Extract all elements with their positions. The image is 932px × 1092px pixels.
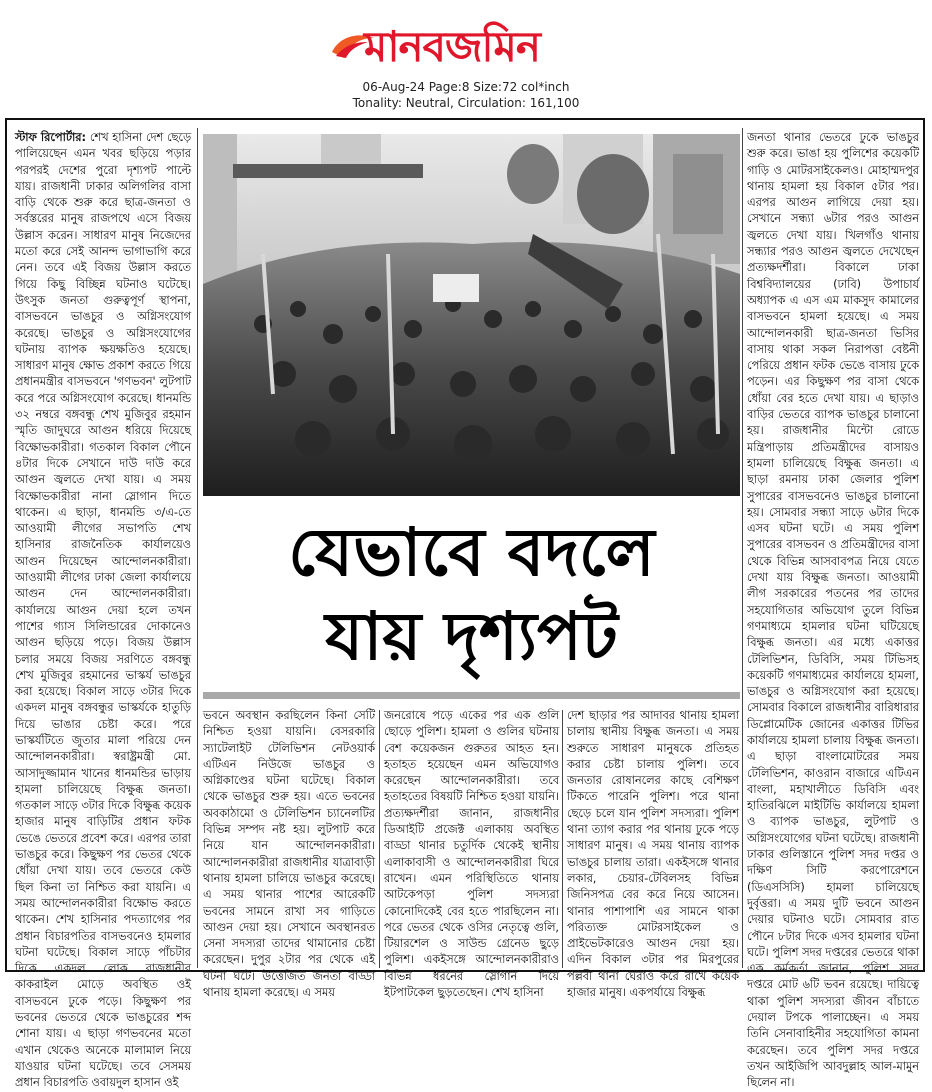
byline: স্টাফ রিপোর্টার: xyxy=(15,131,87,144)
clipping-meta-line1: 06-Aug-24 Page:8 Size:72 col*inch xyxy=(362,80,570,94)
column-divider xyxy=(562,710,563,968)
crowd-photo-icon xyxy=(203,134,740,496)
clipping-meta-line2: Tonality: Neutral, Circulation: 161,100 xyxy=(352,96,580,110)
article-column-bottom-2: জনরোষে পড়ে একের পর এক গুলি ছোড়ে পুলিশ। হামলা ও গুলির ঘটনায় বেশ কয়েকজন গুরুতর আহত হন। হতাহত হয়েছেন এমন অভিযোগও করেছেন আন্দোলনকারীরা। তবে হতাহতের বিষয়টি নিশ্চিত হওয়া যায়নি। প্রত্যক্ষদর্শীরা জানান, রাজধানীর ডিআইটি প্রজেক্ট এলাকায় অবস্থিত বাড্ডা থানার চতুর্দিক থেকেই স্থানীয় এলাকাবাসী ও আন্দোলনকারীরা ঘিরে রাখেন। এমন পরিস্থিতিতে থানায় আটকেপড়া পুলিশ সদস্যরা কোনোদিকেই বের হতে পারছিলেন না। পরে ভেতর থেকে ওসির নেতৃত্বে গুলি, টিয়ারশেল ও সাউন্ড গ্রেনেড ছুড়ে পুলিশ। একইসঙ্গে আন্দোলনকারীরাও বিভিন্ন ধরনের স্লোগান দিয়ে ইটপাটকেল ছুড়তেছেন। শেখ হাসিনা xyxy=(384,709,559,1000)
masthead xyxy=(0,0,932,118)
column-divider xyxy=(742,128,743,968)
newspaper-logo xyxy=(330,10,610,72)
article-column-left xyxy=(15,130,192,1090)
headline-rule xyxy=(203,692,740,699)
logo-text: মানবজমিন xyxy=(364,22,540,71)
headline-line-1: যেভাবে বদলে xyxy=(288,514,655,591)
article-column-right: জনতা থানার ভেতরে ঢুকে ভাঙচুর শুরু করে। ভাঙা হয় পুলিশের কয়েকটি গাড়ি ও মোটরসাইকেলও। মোহাম্মদপুর থানায় হামলা হয় বিকাল ৫টার পর। এরপর আগুন লাগিয়ে দেয়া হয়। সেখানে সন্ধ্যা ৬টার পরও আগুন জ্বলতে দেখা যায়। খিলগাঁও থানায় সন্ধ্যার পরও আগুন জ্বলতে দেখেছেন প্রত্যক্ষদর্শীরা। বিকালে ঢাকা বিশ্ববিদ্যালয়ের (ঢাবি) উপাচার্য অধ্যাপক এ এস এম মাকসুদ কামালের বাসভবনে হামলা হয়েছে। এ সময় আন্দোলনকারী ছাত্র-জনতা ভিসির বাসায় থাকা সকল নিরাপত্তা বেষ্টনী পেরিয়ে প্রধান ফটক ভেঙে বাসায় ঢুকে পড়েন। এর কিছুক্ষণ পর বাসা থেকে ধোঁয়া বের হতে দেখা যায়। এ ছাড়াও বাড়ির ভেতরে ব্যাপক ভাঙচুর চালানো হয়। রাজধানীর মিন্টো রোডে মন্ত্রিপাড়ায় প্রতিমন্ত্রীদের বাসায়ও হামলা চালিয়েছে বিক্ষুব্ধ জনতা। এ ছাড়া রমনায় ঢাকা জেলার পুলিশ সুপারের বাসভবনেও ভাঙচুর চালানো হয়। সোমবার সন্ধ্যা সাড়ে ৬টার দিকে এসব ঘটনা ঘটে। এ সময় পুলিশ সুপারের বাসভবন ও প্রতিমন্ত্রীদের বাসা থেকে বিভিন্ন আসবাবপত্র নিয়ে যেতে দেখা যায় বিক্ষুব্ধ জনতা। আওয়ামী লীগ সরকারের পতনের পর তাদের সহযোগিতার অভিযোগ তুলে বিভিন্ন গণমাধ্যমে হামলার ঘটনা ঘটিয়েছে বিক্ষুব্ধ জনতা। এর মধ্যে একাত্তর টেলিভিশন, ডিবিসি, সময় টিভিসহ কয়েকটি গণমাধ্যমের কার্যালয়ে হামলা, ভাঙচুর ও অগ্নিসংযোগ করা হয়েছে। সোমবার বিকালে রাজধানীর বারিধারার ডিপ্লোমেটিক জোনের একাত্তর টিভির কার্যালয়ে হামলা চালায় বিক্ষুব্ধ জনতা। এ ছাড়া বাংলামোটরের সময় টেলিভিশন, কাওরান বাজারে এটিএন বাংলা, মহাখালীতে ডিবিসি এবং হাতিরঝিলে মাইটিভি কার্যালয়ে হামলা ও ব্যাপক ভাঙচুর, লুটপাট ও অগ্নিসংযোগের ঘটনা ঘটেছে। রাজধানী ঢাকার গুলিস্তানে পুলিশ সদর দপ্তর ও দক্ষিণ সিটি করপোরেশনে (ডিএসসিসি) হামলা চালিয়েছে দুর্বৃত্তরা। এ সময় দুটি ভবনে আগুন দেয়ার ঘটনাও ঘটে। সোমবার রাত পৌনে ৮টার দিকে এসব হামলার ঘটনা ঘটে। পুলিশ সদর দপ্তরের ভেতরে থাকা এক কর্মকর্তা জানান, পুলিশ সদর দপ্তরে মোট ৬টি ভবন রয়েছে। দায়িত্বে থাকা পুলিশ সদস্যরা জীবন বাঁচাতে দেয়াল টপকে পালাচ্ছেন। এ সময় তিনি সেনাবাহিনীর সহযোগিতা কামনা করেছেন। তবে পুলিশ সদর দপ্তরে তখন আইজিপি আবদুল্লাহ আল-মামুন ছিলেন না। xyxy=(747,131,919,1090)
article-column-bottom-1: ভবনে অবস্থান করছিলেন কিনা সেটি নিশ্চিত হওয়া যায়নি। বেসরকারি স্যাটেলাইট টেলিভিশন নেটওয়ার্ক এটিএন নিউজে ভাঙচুর ও অগ্নিকাণ্ডের ঘটনা ঘটেছে। বিকাল থেকে ভাঙচুর শুরু হয়। এতে ভবনের অবকাঠামো ও টেলিভিশন চ্যানেলটির বিভিন্ন সম্পদ নষ্ট হয়। লুটপাট করে নিয়ে যান আন্দোলনকারীরা। আন্দোলনকারীরা রাজধানীর যাত্রাবাড়ী থানায় হামলা চালিয়ে ভাঙচুর করেছে। এ সময় থানার পাশের আরেকটি ভবনের সামনে রাখা সব গাড়িতে আগুন দেয়া হয়। সেখানে অবস্থানরত সেনা সদস্যরা তাদের থামানোর চেষ্টা করেছেন। দুপুর ২টার পর থেকে এই ঘটনা ঘটে। উত্তেজিত জনতা বাড্ডা থানায় হামলা করেছে। এ সময় xyxy=(203,709,375,1000)
column-left-text: শেখ হাসিনা দেশ ছেড়ে পালিয়েছেন এমন খবর ছড়িয়ে পড়ার পরপরই দেশের পুরো দৃশ্যপট পাল্টে যায়। রাজধানী ঢাকার অলিগলির বাসা বাড়ি থেকে শুরু করে ছাত্র-জনতা ও সর্বস্তরের মানুষ রাজপথে এসে বিজয় উল্লাস করেন। সাধারণ মানুষ নিজেদের মতো করে সেই আনন্দ ভাগাভাগি করে নেন। তবে এই বিজয় উল্লাস করতে গিয়ে কিছু বিচ্ছিন্ন ঘটনাও ঘটেছে। উৎসুক জনতা গুরুত্বপূর্ণ স্থাপনা, বাসভবনে ভাঙচুর ও অগ্নিসংযোগ করেছে। ভাঙচুর ও অগ্নিসংযোগের ঘটনায় ব্যাপক ক্ষয়ক্ষতিও হয়েছে। সাধারণ মানুষ ক্ষোভ প্রকাশ করতে গিয়ে প্রধানমন্ত্রীর বাসভবনে 'গণভবন' লুটপাট করে পরে অগ্নিসংযোগ করেছে। ধানমন্ডি ৩২ নম্বরে বঙ্গবন্ধু শেখ মুজিবুর রহমান স্মৃতি জাদুঘরে আগুন ধরিয়ে দিয়েছে বিক্ষোভকারীরা। গতকাল বিকাল পৌনে ৪টার দিকে সেখানে দাউ দাউ করে আগুন জ্বলতে দেখা যায়। এ সময় বিক্ষোভকারীরা নানা স্লোগান দিতে থাকেন। এ ছাড়া, ধানমন্ডি ৩/এ-তে আওয়ামী লীগের সভাপতি শেখ হাসিনার রাজনৈতিক কার্যালয়েও আগুন দিয়েছেন আন্দোলনকারীরা। আওয়ামী লীগের ঢাকা জেলা কার্যালয়ে আগুন দেন আন্দোলনকারীরা। কার্যালয়ে আগুন দেয়া হলে তখন পাশের গ্যাস সিলিন্ডারের দোকানেও আগুন ছড়িয়ে পড়ে। বিজয় উল্লাস চলার সময়ে বিজয় সরণিতে বঙ্গবন্ধু শেখ মুজিবুর রহমানের ভাস্কর্য ভাঙচুর করা হয়েছে। বিকাল সাড়ে ৩টার দিকে একদল মানুষ বঙ্গবন্ধুর ভাস্কর্যকে হাতুড়ি দিয়ে ভাঙার চেষ্টা করে। পরে ভাস্কর্যটিতে জুতার মালা পরিয়ে দেন আন্দোলনকারীরা। স্বরাষ্ট্রমন্ত্রী মো. আসাদুজ্জামান খানের ধানমন্ডির ভাড়ায় হামলা চালিয়েছে বিক্ষুব্ধ জনতা। গতকাল সাড়ে ৩টার দিকে বিক্ষুব্ধ কয়েক হাজার মানুষ বাড়িটির প্রধান ফটক ভেঙে ভেতরে প্রবেশ করে। এরপর তারা ভাঙচুর করে। কিছুক্ষণ পর ভেতর থেকে ধোঁয়া দেখা যায়। তবে ভেতরে কেউ ছিল কিনা তা নিশ্চিত করা যায়নি। এ সময় আন্দোলনকারীরা বিক্ষোভ করতে থাকেন। শেখ হাসিনার পদত্যাগের পর প্রধান বিচারপতির বাসভবনেও হামলার ঘটনা ঘটেছে। বিকাল সাড়ে পাঁচটার দিকে একদল লোক রাজধানীর কাকরাইল মোড়ে অবস্থিত ওই বাসভবনে ঢুকে পড়ে। কিছুক্ষণ পর ভবনের ভেতরে থেকে ভাঙচুরের শব্দ শোনা যায়। এ ছাড়া গণভবনের মতো এখান থেকেও অনেকে মালামাল নিয়ে যাওয়ার ঘটনা ঘটেছে। তবে সেসময় প্রধান বিচারপতি ওবায়দুল হাসান ওই xyxy=(15,131,192,1090)
column-divider xyxy=(379,710,380,968)
article-photo xyxy=(203,134,740,496)
article-clipping xyxy=(5,118,925,1090)
article-column-bottom-3: দেশ ছাড়ার পর আদাবর থানায় হামলা চালায় স্থানীয় বিক্ষুব্ধ জনতা। এ সময় শুরুতে সাধারণ মানুষকে প্রতিহত করার চেষ্টা চালায় পুলিশ। তবে জনতার রোষানলের কাছে বেশিক্ষণ টিকতে পারেনি পুলিশ। পরে থানা ছেড়ে চলে যান পুলিশ সদস্যরা। পুলিশ থানা ত্যাগ করার পর থানায় ঢুকে পড়ে সাধারণ মানুষ। এ সময় থানায় ব্যাপক ভাঙচুর চালায় তারা। একইসঙ্গে থানার লকার, চেয়ার-টেবিলসহ বিভিন্ন জিনিসপত্র বের করে নিয়ে আসেন। থানার পাশাপাশি এর সামনে থাকা পরিত্যক্ত মোটরসাইকেল ও প্রাইভেটকারেও আগুন দেয়া হয়। এদিন বিকাল ৩টার পর মিরপুরের পল্লবী থানা ঘেরাও করে রাখে কয়েক হাজার মানুষ। একপর্যায়ে বিক্ষুব্ধ xyxy=(567,709,739,1000)
headline-line-2: যায় দৃশ্যপট xyxy=(325,598,618,675)
column-divider xyxy=(197,128,198,968)
article-headline xyxy=(203,506,740,696)
